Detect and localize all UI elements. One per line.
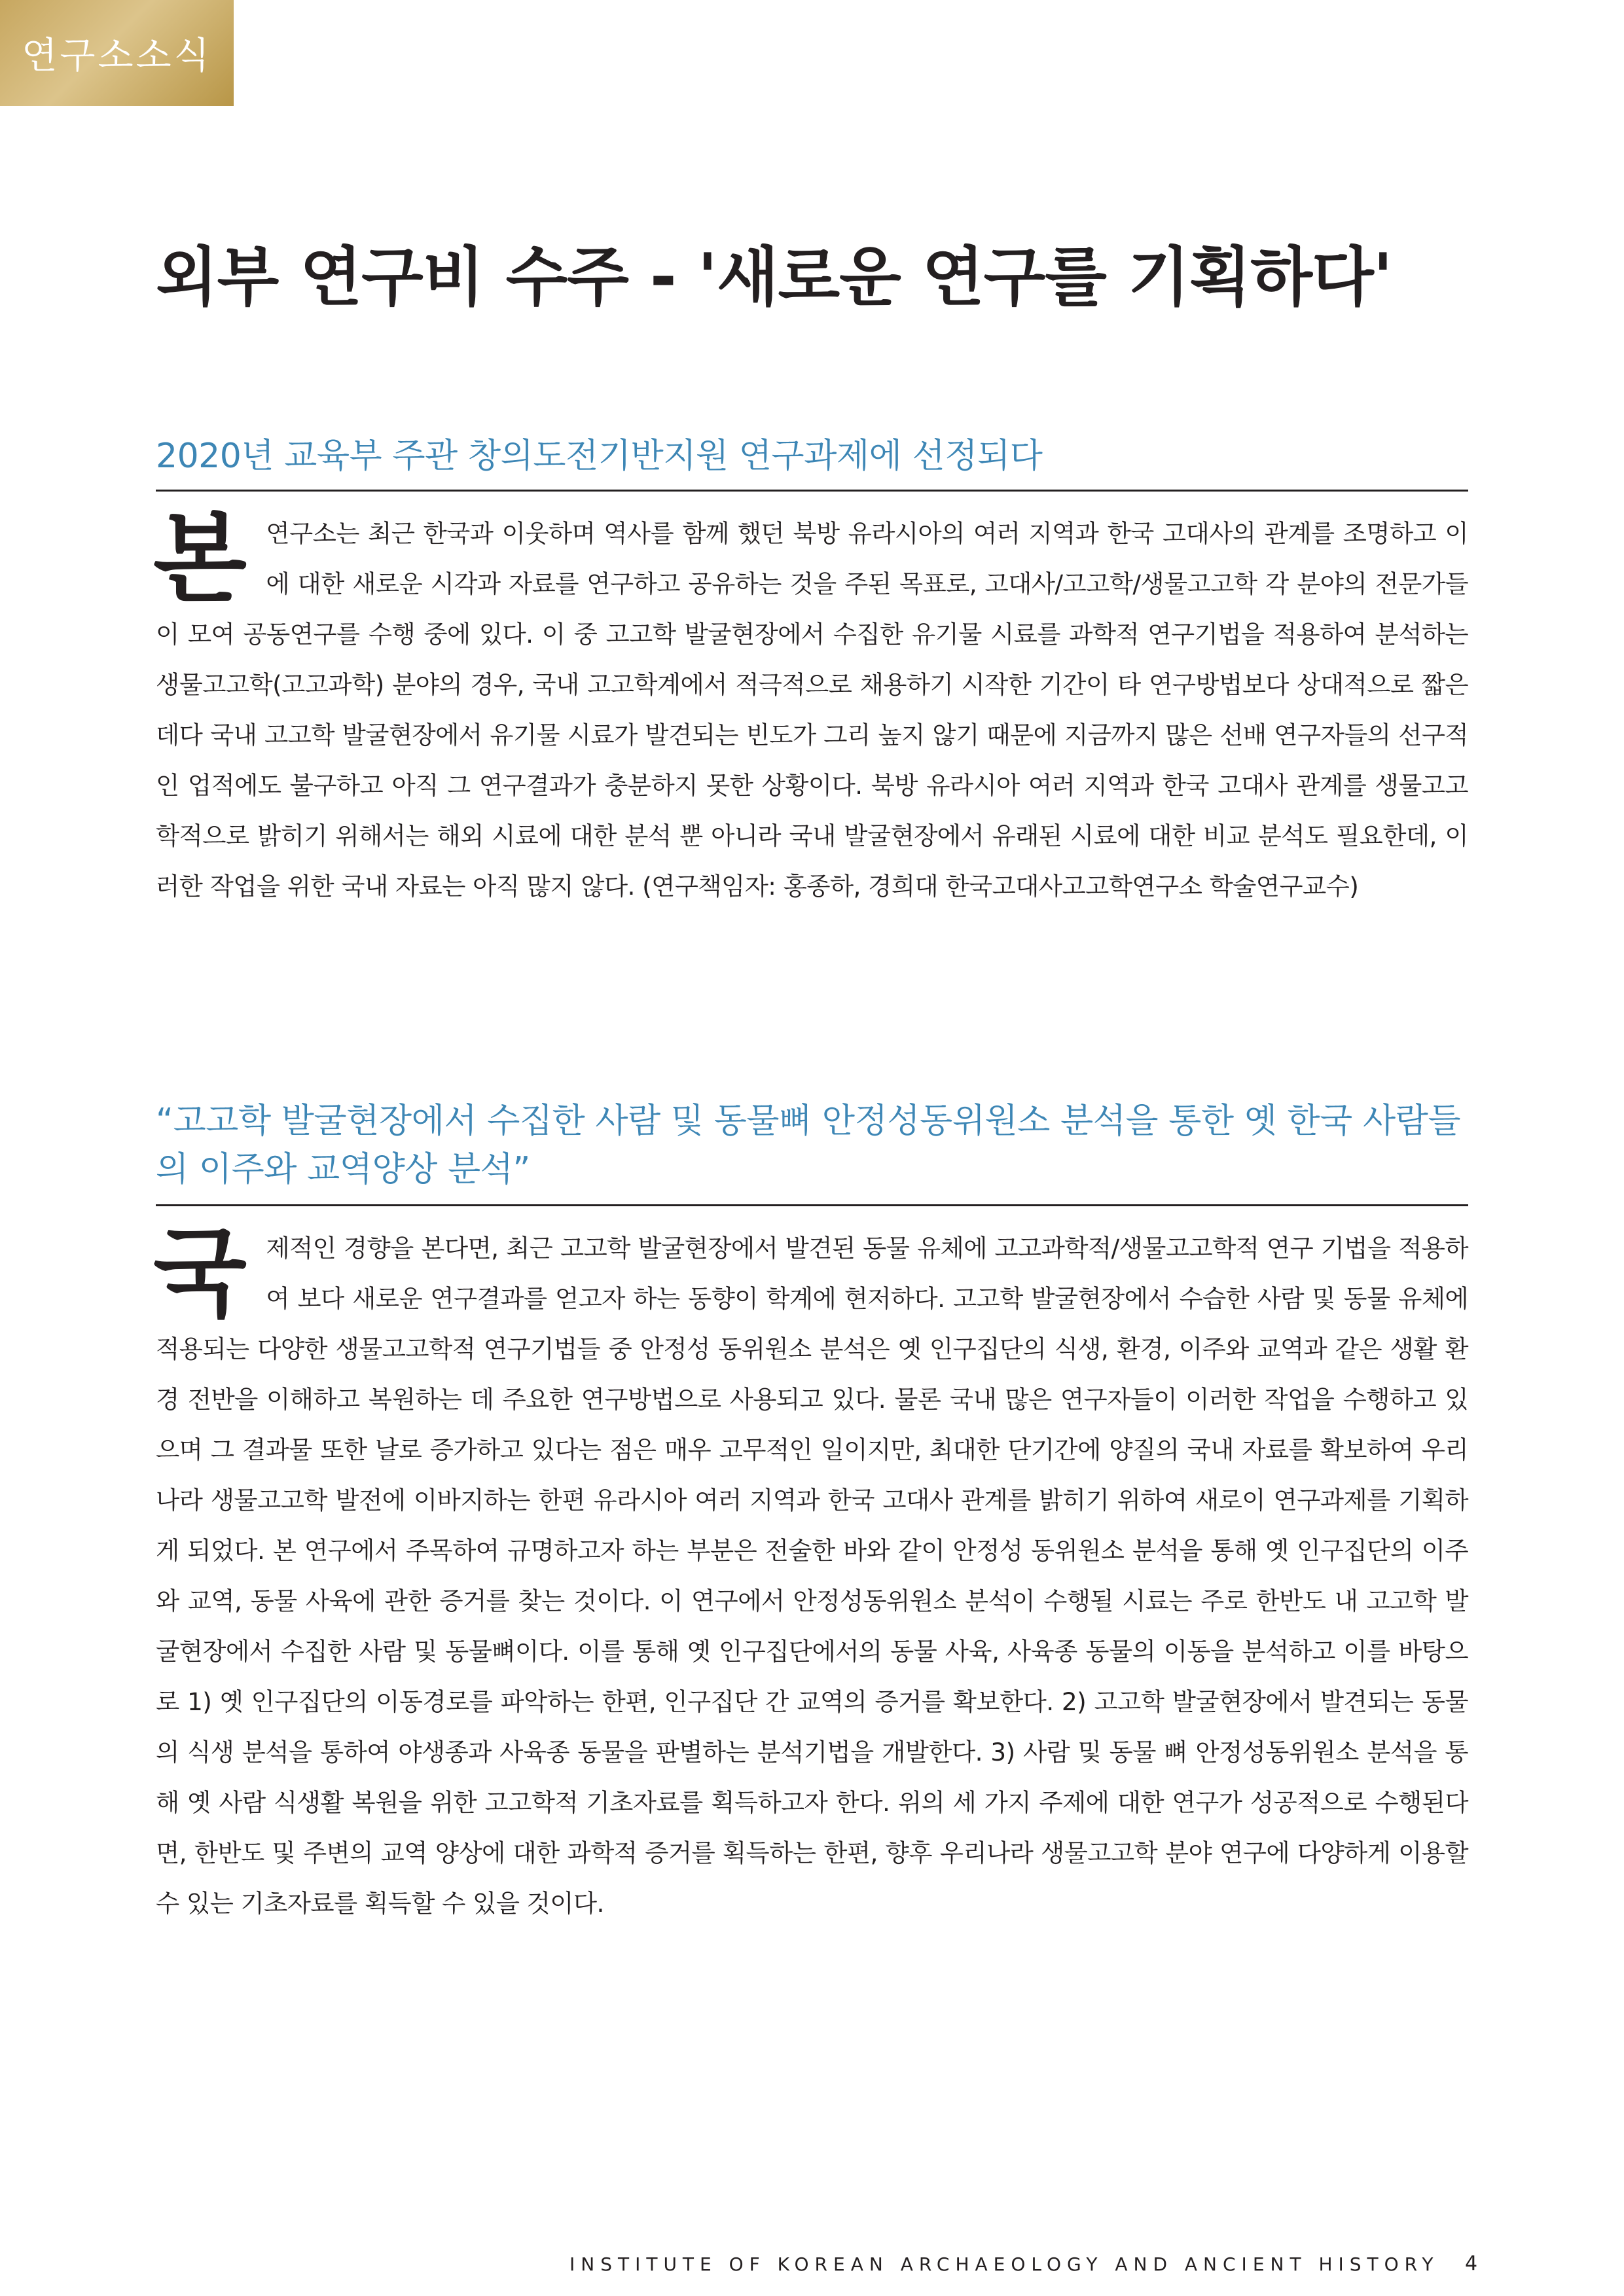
page-title: 외부 연구비 수주 - '새로운 연구를 기획하다' — [156, 240, 1392, 315]
section-divider — [156, 1204, 1468, 1206]
section-heading: 2020년 교육부 주관 창의도전기반지원 연구과제에 선정되다 — [156, 437, 1043, 476]
section-divider — [156, 490, 1468, 492]
drop-cap: 국 — [153, 1217, 247, 1330]
body-text: 연구소는 최근 한국과 이웃하며 역사를 함께 했던 북방 유라시아의 여러 지역과 한국 고대사의 관계를 조명하고 이에 대한 새로운 시각과 자료를 연구하고 공유하는 것을 주된 목표로, 고대사/고고학/생물고고학 각 분야의 전문가들이 모여 공동연구를 수행 중에 있다. 이 중 고고학 발굴현장에서 수집한 유기물 시료를 과학적 연구기법을 적용하여 분석하는 생물고고학(고고과학) 분야의 경우, 국내 고고학계에서 적극적으로 채용하기 시작한 기간이 타 연구방법보다 상대적으로 짧은데다 국내 고고학 발굴현장에서 유기물 시료가 발견되는 빈도가 그리 높지 않기 때문에 지금까지 많은 선배 연구자들의 선구적인 업적에도 불구하고 아직 그 연구결과가 충분하지 못한 상황이다. 북방 유라시아 여러 지역과 한국 고대사 관계를 생물고고학적으로 밝히기 위해서는 해외 시료에 대한 분석 뿐 아니라 국내 발굴현장에서 유래된 시료에 대한 비교 분석도 필요한데, 이러한 작업을 위한 국내 자료는 아직 많지 않다. (연구책임자: 홍종하, 경희대 한국고대사고고학연구소 학술연구교수) — [156, 519, 1468, 901]
section-body — [153, 503, 1468, 912]
section-tag-label: 연구소소식 — [22, 35, 212, 77]
section-tag — [0, 0, 234, 106]
section-selection-news — [153, 432, 1468, 912]
drop-cap: 본 — [153, 503, 247, 615]
footer-institute: INSTITUTE OF KOREAN ARCHAEOLOGY AND ANCIENT HISTORY — [569, 2253, 1439, 2275]
body-text: 제적인 경향을 본다면, 최근 고고학 발굴현장에서 발견된 동물 유체에 고고과학적/생물고고학적 연구 기법을 적용하여 보다 새로운 연구결과를 얻고자 하는 동향이 학계에 현저하다. 고고학 발굴현장에서 수습한 사람 및 동물 유체에 적용되는 다양한 생물고고학적 연구기법들 중 안정성 동위원소 분석은 옛 인구집단의 식생, 환경, 이주와 교역과 같은 생활 환경 전반을 이해하고 복원하는 데 주요한 연구방법으로 사용되고 있다. 물론 국내 많은 연구자들이 이러한 작업을 수행하고 있으며 그 결과물 또한 날로 증가하고 있다는 점은 매우 고무적인 일이지만, 최대한 단기간에 양질의 국내 자료를 확보하여 우리나라 생물고고학 발전에 이바지하는 한편 유라시아 여러 지역과 한국 고대사 관계를 밝히기 위하여 새로이 연구과제를 기획하게 되었다. 본 연구에서 주목하여 규명하고자 하는 부분은 전술한 바와 같이 안정성 동위원소 분석을 통해 옛 인구집단의 이주와 교역, 동물 사육에 관한 증거를 찾는 것이다. 이 연구에서 안정성동위원소 분석이 수행될 시료는 주로 한반도 내 고고학 발굴현장에서 수집한 사람 및 동물뼈이다. 이를 통해 옛 인구집단에서의 동물 사육, 사육종 동물의 이동을 분석하고 이를 바탕으로 1) 옛 인구집단의 이동경로를 파악하는 한편, 인구집단 간 교역의 증거를 확보한다. 2) 고고학 발굴현장에서 발견되는 동물의 식생 분석을 통하여 야생종과 사육종 동물을 판별하는 분석기법을 개발한다. 3) 사람 및 동물 뼈 안정성동위원소 분석을 통해 옛 사람 식생활 복원을 위한 고고학적 기초자료를 획득하고자 한다. 위의 세 가지 주제에 대한 연구가 성공적으로 수행된다면, 한반도 및 주변의 교역 양상에 대한 과학적 증거를 획득하는 한편, 향후 우리나라 생물고고학 분야 연구에 다양하게 이용할 수 있는 기초자료를 획득할 수 있을 것이다. — [156, 1234, 1468, 1918]
section-body — [153, 1217, 1468, 1929]
section-heading: “고고학 발굴현장에서 수집한 사람 및 동물뼈 안정성동위원소 분석을 통한 옛 한국 사람들의 이주와 교역양상 분석” — [156, 1102, 1461, 1189]
section-research-project — [153, 1097, 1468, 1929]
page-number: 4 — [1465, 2252, 1478, 2275]
